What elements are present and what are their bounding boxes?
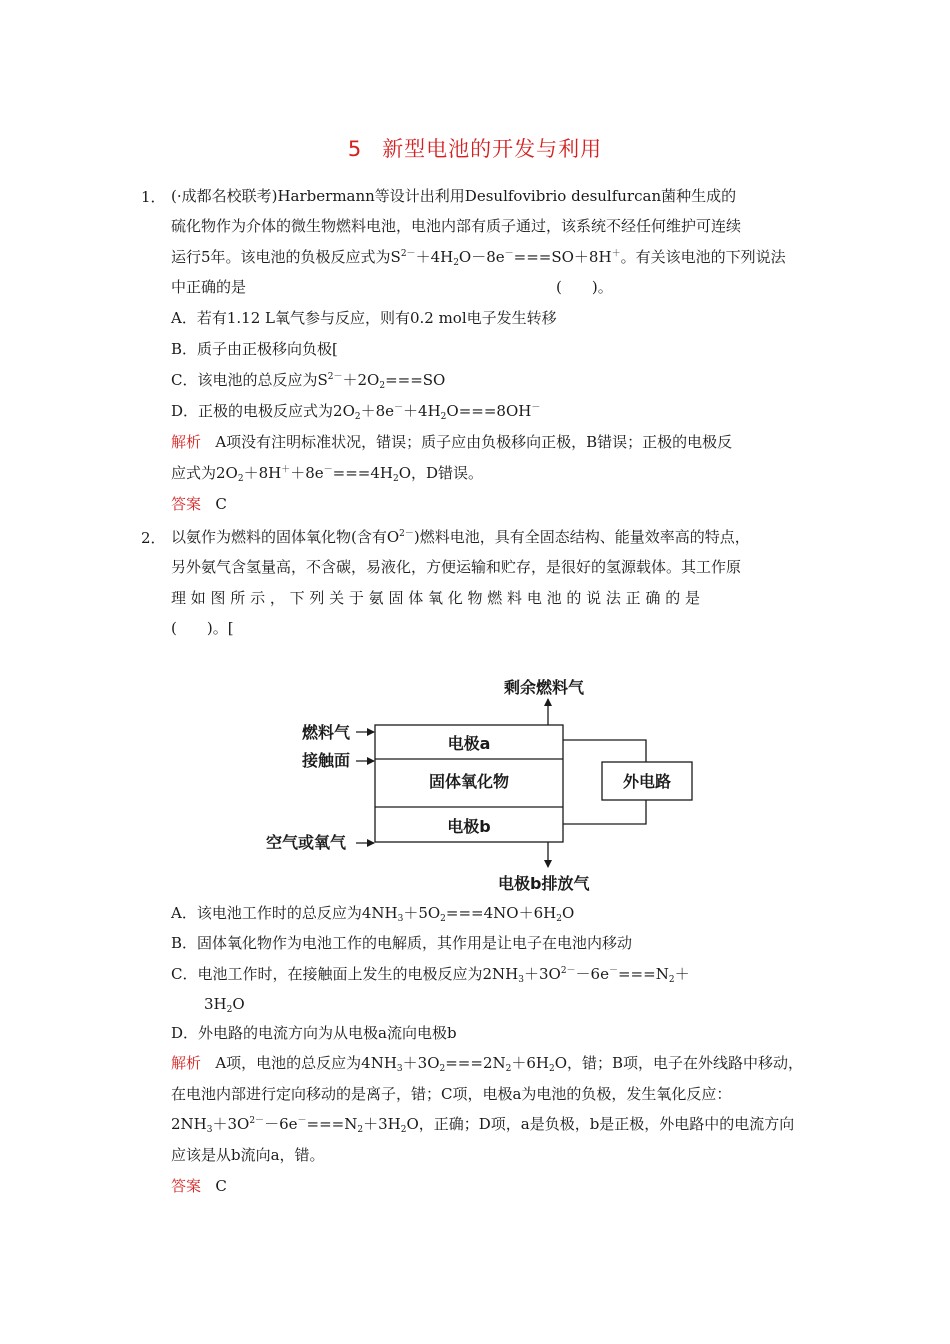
analysis: 解析 A项没有注明标准状况，错误；质子应由负极移向正极，B错误；正极的电极反 bbox=[171, 433, 733, 451]
answer bbox=[171, 1176, 227, 1196]
answer-value: C bbox=[215, 495, 227, 513]
external-circuit-label: 外电路 bbox=[622, 772, 672, 791]
fuel-out-label: 剩余燃料气 bbox=[504, 678, 585, 697]
air-in-label: 空气或氧气 bbox=[266, 833, 347, 852]
analysis-line: 应该是从b流向a，错。 bbox=[171, 1146, 325, 1164]
fuel-in-label: 燃料气 bbox=[302, 723, 351, 742]
fuel-cell-diagram bbox=[260, 670, 710, 900]
page-title bbox=[0, 133, 950, 163]
question-stem-line: 中正确的是 bbox=[171, 278, 247, 296]
option-a: A．若有1.12 L氧气参与反应，则有0.2 mol电子发生转移 bbox=[171, 309, 557, 327]
analysis-label: 解析 bbox=[171, 1054, 202, 1072]
analysis-line: $2NH_3+3O^{2-}-6e^-===N_2+3H_2O$，正确；D项，a是负极，b是正极，外电路中的电流方向 bbox=[171, 1115, 795, 1135]
question-stem-line: 运行5年。该电池的负极反应式为$S^{2-}+4H_2O-8e^-===SO+8H^+$。有关该电池的下列说法 bbox=[171, 248, 786, 268]
exhaust-label: 电极b排放气 bbox=[498, 874, 590, 893]
interface-label: 接触面 bbox=[302, 751, 351, 770]
question-number: 2． bbox=[141, 529, 166, 547]
analysis: 解析 A项，电池的总反应为$4NH_3+3O_2===2N_2+6H_2O$，错；B项，电子在外线路中移动， bbox=[171, 1054, 804, 1074]
question-stem-line: 以氨作为燃料的固体氧化物(含有$O^{2-}$)燃料电池，具有全固态结构、能量效率高的特点， bbox=[171, 528, 750, 546]
question-stem-line: 理 如 图 所 示 ， 下 列 关 于 氨 固 体 氧 化 物 燃 料 电 池 的 说 法 正 确 的 是 bbox=[171, 589, 700, 607]
answer-paren: ( )。 bbox=[556, 278, 613, 296]
option-c: C．电池工作时，在接触面上发生的电极反应为$2NH_3+3O^{2-}-6e^-===N_2+$ bbox=[171, 965, 690, 985]
option-d: D．正极的电极反应式为$2O_2+8e^-+4H_2O===8OH^-$ bbox=[171, 402, 541, 422]
section-number: 5 bbox=[347, 137, 363, 161]
analysis-label: 解析 bbox=[171, 433, 202, 451]
answer bbox=[171, 494, 227, 514]
electrode-a-label: 电极a bbox=[447, 734, 491, 753]
solid-oxide-label: 固体氧化物 bbox=[428, 772, 510, 791]
analysis-line: 应式为$2O_2+8H^++8e^-===4H_2O$，D错误。 bbox=[171, 464, 484, 484]
option-d: D．外电路的电流方向为从电极a流向电极b bbox=[171, 1024, 457, 1042]
question-stem-line: (·成都名校联考)Harbermann等设计出利用Desulfovibrio desulfurcan菌种生成的 bbox=[171, 187, 737, 205]
electrode-b-label: 电极b bbox=[447, 817, 491, 836]
option-b: B．固体氧化物作为电池工作的电解质，其作用是让电子在电池内移动 bbox=[171, 934, 633, 952]
section-title: 新型电池的开发与利用 bbox=[382, 137, 603, 161]
answer-value: C bbox=[215, 1177, 227, 1195]
answer-label: 答案 bbox=[171, 1177, 202, 1195]
option-c-line2: $3H_2O$ bbox=[204, 995, 245, 1015]
option-a: A．该电池工作时的总反应为$4NH_3+5O_2===4NO+6H_2O$ bbox=[171, 904, 575, 924]
question-stem-line: 硫化物作为介体的微生物燃料电池，电池内部有质子通过，该系统不经任何维护可连续 bbox=[171, 217, 742, 235]
analysis-line: 在电池内部进行定向移动的是离子，错；C项，电极a为电池的负极，发生氧化反应： bbox=[171, 1085, 732, 1103]
question-stem-line: ( )。[ bbox=[171, 619, 234, 637]
option-b: B．质子由正极移向负极[ bbox=[171, 340, 338, 358]
question-number: 1． bbox=[141, 188, 166, 206]
answer-label: 答案 bbox=[171, 495, 202, 513]
option-c: C．该电池的总反应为$S^{2-}+2O_2===SO$ bbox=[171, 371, 446, 391]
question-stem-line: 另外氨气含氢量高，不含碳，易液化，方便运输和贮存，是很好的氢源载体。其工作原 bbox=[171, 558, 742, 576]
